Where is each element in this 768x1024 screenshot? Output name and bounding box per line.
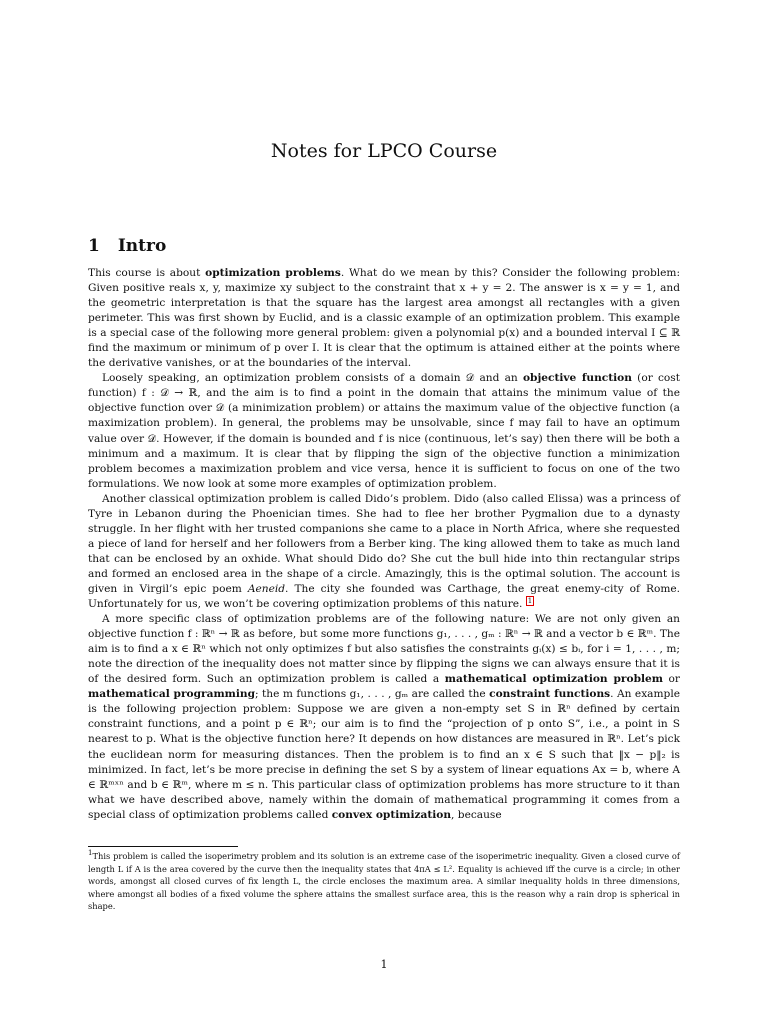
- bold-term: optimization problems: [205, 267, 341, 279]
- page-number: 1: [380, 958, 388, 971]
- text-run: This course is about: [88, 267, 206, 279]
- text-run: Loosely speaking, an optimization problem consists of a domain 𝒟 and an: [102, 372, 523, 385]
- section-title: Intro: [117, 236, 167, 256]
- footnote: [88, 850, 680, 913]
- text-run: ; the m functions g₁, . . . , gₘ are called the: [255, 688, 490, 701]
- footnote-link[interactable]: 1: [527, 596, 533, 605]
- text-run: (or cost function) f : 𝒟 → ℝ, and the aim is to find a point in the domain that attains the minimum value of the objective function over 𝒟 (a minimization problem) or attains the maximum value of the objective function (a maximization problem). In general, the problems may be unsolvable, since f may fail to have an optimum value over 𝒟. However, if the domain is bounded and f is nice (continuous, let’s say) then there will be both a minimum and a maximum. It is clear that by flipping the sign of the objective function a minimization problem becomes a maximization problem and vice versa, hence it is sufficient to focus on one of the two formulations. We now look at some more examples of optimization problem.: [88, 372, 680, 490]
- paragraph: [88, 612, 680, 823]
- text-run: A more specific class of optimization problems are of the following nature: We are not only given an objective function f : ℝⁿ → ℝ as before, but some more functions g₁, . . . , gₘ : ℝⁿ → ℝ and a vector b ∈ ℝᵐ. The aim is to find a x ∈ ℝⁿ which not only optimizes f but also satisfies the constraints gᵢ(x) ≤ bᵢ, for i = 1, . . . , m; note the direction of the inequality does not matter since by flipping the signs we can always ensure that it is of the desired form. Such an optimization problem is called a: [88, 613, 680, 686]
- text-run: . What do we mean by this? Consider the following problem: Given positive reals x, y, maximize xy subject to the constraint that x + y = 2. The answer is x = y = 1, and the geometric interpretation is that the square has the largest area amongst all rectangles with a given perimeter. This was first shown by Euclid, and is a classic example of an optimization problem. This example is a special case of the following more general problem: given a polynomial p(x) and a bounded interval I ⊆ ℝ find the maximum or minimum of p over I. It is clear that the optimum is attained either at the points where the derivative vanishes, or at the boundaries of the interval.: [88, 267, 681, 370]
- text-run: Another classical optimization problem is called Dido’s problem. Dido (also called Elissa) was a princess of Tyre in Lebanon during the Phoenician times. She had to flee her brother Pygmalion due to a dynasty struggle. In her flight with her trusted companions she came to a place in North Africa, where she requested a piece of land for herself and her followers from a Berber king. The king allowed them to take as much land that can be enclosed by an oxhide. What should Dido do? She cut the bull hide into thin rectangular strips and formed an enclosed area in the shape of a circle. Amazingly, this is the optimal solution. The account is given in Virgil’s epic poem: [88, 492, 680, 595]
- section-heading: [88, 236, 166, 256]
- footnote-text: This problem is called the isoperimetry problem and its solution is an extreme case of the isoperimetric inequality. Given a closed curve of length L if A is the area covered by the curve then the inequality states that 4πA ≤ L². Equality is achieved iff the curve is a circle; in other words, amongst all closed curves of fix length L, the circle encloses the maximum area. A similar inequality holds in three dimensions, where amongst all bodies of a fixed volume the sphere attains the smallest surface area, this is the reason why a rain drop is spherical in shape.: [88, 851, 680, 912]
- bold-term: mathematical programming: [88, 688, 255, 701]
- bold-term: convex optimization: [331, 808, 452, 821]
- footnote-mark: 1: [88, 849, 93, 858]
- text-run: . The city she founded was Carthage, the great enemy-city of Rome. Unfortunately for us, we won’t be covering optimization problems of this nature.: [88, 582, 681, 611]
- text-run: or: [662, 673, 680, 686]
- italic-term: Aeneid: [247, 582, 286, 595]
- bold-term: objective function: [522, 372, 632, 385]
- text-run: . An example is the following projection problem: Suppose we are given a non-empty set S in ℝⁿ defined by certain constraint functions, and a point p ∈ ℝⁿ; our aim is to find the “projection of p onto S”, i.e., a point in S nearest to p. What is the objective function here? It depends on how distances are measured in ℝⁿ. Let’s pick the euclidean norm for measuring distances. Then the problem is to find an x ∈ S such that ‖x − p‖₂ is minimized. In fact, let’s be more precise in defining the set S by a system of linear equations Ax = b, where A ∈ ℝᵐˣⁿ and b ∈ ℝᵐ, where m ≤ n. This particular class of optimization problems has more structure to it than what we have described above, namely within the domain of mathematical programming it comes from a special class of optimization problems called: [88, 688, 680, 821]
- bold-term: constraint functions: [489, 688, 611, 701]
- body-text: [88, 266, 680, 823]
- paragraph: [88, 371, 680, 491]
- bold-term: mathematical optimization problem: [444, 673, 663, 686]
- text-run: , because: [451, 808, 502, 821]
- paragraph: [88, 492, 680, 612]
- paragraph: [88, 266, 680, 371]
- document-title: Notes for LPCO Course: [270, 140, 498, 162]
- section-number: 1: [88, 236, 100, 256]
- footnote-rule: [88, 846, 238, 847]
